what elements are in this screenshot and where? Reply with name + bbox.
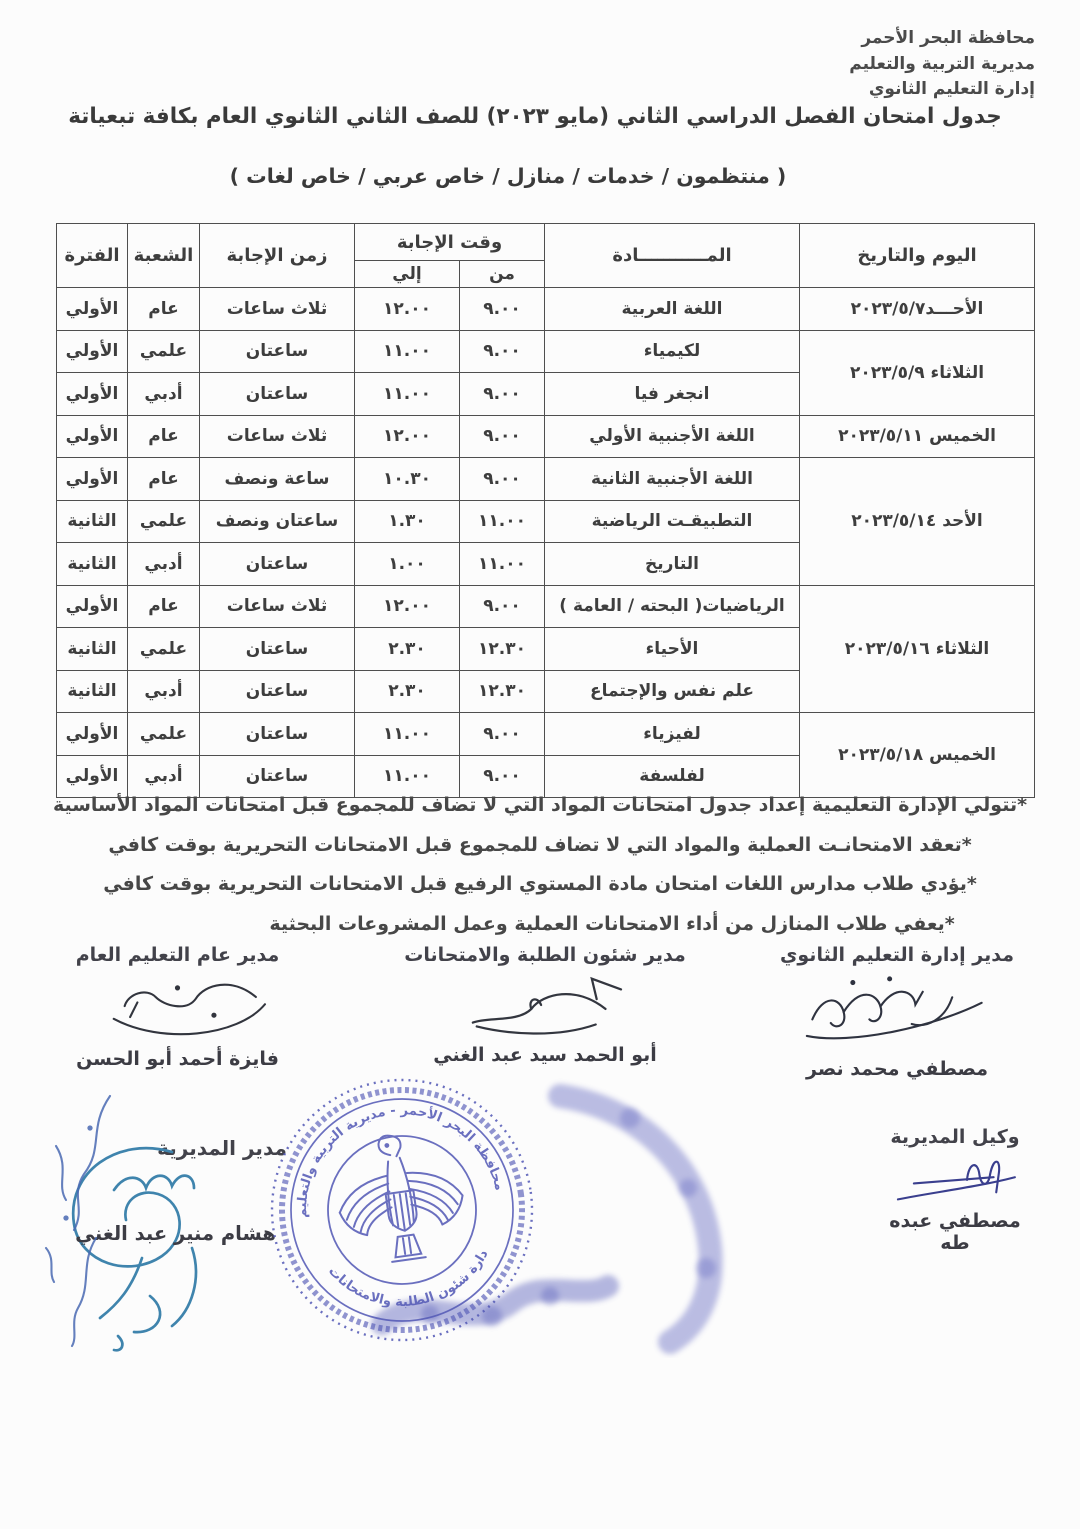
exam-row xyxy=(57,330,1035,373)
signature-title: مدير عام التعليم العام xyxy=(75,944,280,966)
signature-name-director: هشام منير عبد الغني xyxy=(75,1222,276,1245)
exam-subject-cell: اللغة الأجنبية الثانية xyxy=(545,458,800,501)
exam-table-header xyxy=(57,224,1035,288)
exam-branch-cell: أدبي xyxy=(128,755,200,798)
exam-row xyxy=(57,713,1035,756)
exam-duration-cell: ساعتان xyxy=(200,713,355,756)
exam-date-cell: الخميس ٢٠٢٣/٥/١١ xyxy=(800,415,1035,458)
stamp-bottom-text: إدارة شئون الطلبة والامتحانات xyxy=(325,1198,492,1311)
exam-from-cell: ١١.٠٠ xyxy=(460,543,545,586)
exam-table-body xyxy=(57,288,1035,798)
letterhead-governorate: محافظة البحر الأحمر xyxy=(861,28,1035,48)
header-answer-time: وقت الإجابة xyxy=(355,224,545,261)
exam-to-cell: ١١.٠٠ xyxy=(355,330,460,373)
exam-to-cell: ١١.٠٠ xyxy=(355,755,460,798)
exam-to-cell: ١١.٠٠ xyxy=(355,373,460,416)
exam-subject-cell: انجغر فيا xyxy=(545,373,800,416)
header-day-date: اليوم والتاريخ xyxy=(800,224,1035,288)
exam-branch-cell: عام xyxy=(128,415,200,458)
header-branch: الشعبة xyxy=(128,224,200,288)
note-line: *تتولي الإدارة التعليمية إعداد جدول امتحانات المواد التي لا تضاف للمجموع قبل امتحانات المواد الأساسية xyxy=(52,794,1028,816)
page-title: جدول امتحان الفصل الدراسي الثاني (مايو ٢٠٢٣) للصف الثاني الثانوي العام بكافة تبعياتة xyxy=(68,104,1002,129)
header-duration: زمن الإجابة xyxy=(200,224,355,288)
exam-to-cell: ١٠.٣٠ xyxy=(355,458,460,501)
signature-name: مصطفي محمد نصر xyxy=(806,1058,988,1080)
eagle-emblem-icon xyxy=(330,1126,470,1268)
exam-duration-cell: ثلاث ساعات xyxy=(200,288,355,331)
note-line: *يعفي طلاب المنازل من أداء الامتحانات العملية وعمل المشروعات البحثية xyxy=(269,912,955,935)
exam-duration-cell: ساعتان xyxy=(200,755,355,798)
exam-from-cell: ٩.٠٠ xyxy=(460,330,545,373)
note-line: *تعقد الامتحانـت العملية والمواد التي لا تضاف للمجموع قبل الامتحانات التحريرية بوقت كافي xyxy=(108,833,972,856)
official-round-stamp xyxy=(242,1050,563,1371)
letterhead xyxy=(849,26,1035,103)
exam-date-cell: الأحد ٢٠٢٣/٥/١٤ xyxy=(800,458,1035,586)
header-to: إلي xyxy=(355,261,460,288)
exam-duration-cell: ثلاث ساعات xyxy=(200,415,355,458)
exam-duration-cell: ساعتان xyxy=(200,330,355,373)
exam-subject-cell: لفيزياء xyxy=(545,713,800,756)
exam-subject-cell: الأحياء xyxy=(545,628,800,671)
page-subtitle: ( منتظمون / خدمات / منازل / خاص عربي / خاص لغات ) xyxy=(229,164,787,188)
exam-from-cell: ٩.٠٠ xyxy=(460,458,545,501)
exam-branch-cell: أدبي xyxy=(128,670,200,713)
exam-period-cell: الأولي xyxy=(57,373,128,416)
handwritten-signature-icon xyxy=(65,966,290,1048)
exam-branch-cell: عام xyxy=(128,585,200,628)
signature-name: فايزة أحمد أبو الحسن xyxy=(76,1048,279,1070)
signature-title: مدير إدارة التعليم الثانوي xyxy=(779,944,1014,966)
exam-period-cell: الثانية xyxy=(57,628,128,671)
exam-schedule-table xyxy=(56,223,1035,798)
exam-row xyxy=(57,585,1035,628)
exam-to-cell: ١.٣٠ xyxy=(355,500,460,543)
exam-row xyxy=(57,415,1035,458)
exam-to-cell: ١١.٠٠ xyxy=(355,713,460,756)
exam-to-cell: ١٢.٠٠ xyxy=(355,585,460,628)
exam-date-cell: الأحـــد٢٠٢٣/٥/٧ xyxy=(800,288,1035,331)
letterhead-directorate: مديرية التربية والتعليم xyxy=(849,53,1035,74)
exam-duration-cell: ساعتان xyxy=(200,670,355,713)
exam-from-cell: ٩.٠٠ xyxy=(460,415,545,458)
signature-block-secondary-education xyxy=(757,944,1037,1080)
exam-period-cell: الأولي xyxy=(57,585,128,628)
exam-period-cell: الأولي xyxy=(57,755,128,798)
exam-subject-cell: التطبيقـت الرياضية xyxy=(545,500,800,543)
exam-to-cell: ١٢.٠٠ xyxy=(355,415,460,458)
exam-from-cell: ٩.٠٠ xyxy=(460,755,545,798)
exam-to-cell: ١٢.٠٠ xyxy=(355,288,460,331)
exam-branch-cell: علمي xyxy=(128,628,200,671)
exam-from-cell: ٩.٠٠ xyxy=(460,585,545,628)
note-line: *يؤدي طلاب مدارس اللغات امتحان مادة المستوي الرفيع قبل الامتحانات التحريرية بوقت كافي xyxy=(103,873,977,896)
header-subject: المـــــــــــادة xyxy=(545,224,800,288)
exam-to-cell: ١.٠٠ xyxy=(355,543,460,586)
exam-period-cell: الثانية xyxy=(57,670,128,713)
exam-date-cell: الثلاثاء ٢٠٢٣/٥/١٦ xyxy=(800,585,1035,713)
exam-from-cell: ١٢.٣٠ xyxy=(460,628,545,671)
exam-date-cell: الخميس ٢٠٢٣/٥/١٨ xyxy=(800,713,1035,798)
signature-name: مصطفي عبده طه xyxy=(889,1210,1021,1254)
exam-branch-cell: أدبي xyxy=(128,373,200,416)
signature-block-students-affairs xyxy=(395,944,695,1066)
signature-title: وكيل المديرية xyxy=(890,1126,1020,1148)
exam-duration-cell: ساعتان xyxy=(200,373,355,416)
exam-from-cell: ١١.٠٠ xyxy=(460,500,545,543)
exam-period-cell: الأولي xyxy=(57,713,128,756)
exam-branch-cell: علمي xyxy=(128,713,200,756)
exam-branch-cell: علمي xyxy=(128,500,200,543)
exam-period-cell: الأولي xyxy=(57,288,128,331)
signature-title: مدير شئون الطلبة والامتحانات xyxy=(404,944,686,966)
exam-subject-cell: اللغة الأجنبية الأولي xyxy=(545,415,800,458)
exam-to-cell: ٢.٣٠ xyxy=(355,628,460,671)
header-from: من xyxy=(460,261,545,288)
header-period: الفترة xyxy=(57,224,128,288)
footer-notes xyxy=(0,786,1080,944)
exam-subject-cell: التاريخ xyxy=(545,543,800,586)
exam-row xyxy=(57,288,1035,331)
exam-from-cell: ١٢.٣٠ xyxy=(460,670,545,713)
exam-duration-cell: ثلاث ساعات xyxy=(200,585,355,628)
signature-block-deputy-director xyxy=(875,1126,1035,1254)
exam-duration-cell: ساعة ونصف xyxy=(200,458,355,501)
exam-from-cell: ٩.٠٠ xyxy=(460,713,545,756)
exam-branch-cell: أدبي xyxy=(128,543,200,586)
exam-duration-cell: ساعتان ونصف xyxy=(200,500,355,543)
exam-branch-cell: علمي xyxy=(128,330,200,373)
exam-branch-cell: عام xyxy=(128,458,200,501)
handwritten-signature-icon xyxy=(878,1148,1033,1210)
signature-title-director: مدير المديرية xyxy=(157,1136,287,1160)
exam-period-cell: الأولي xyxy=(57,330,128,373)
exam-period-cell: الثانية xyxy=(57,543,128,586)
exam-subject-cell: لفلسفة xyxy=(545,755,800,798)
exam-subject-cell: اللغة العربية xyxy=(545,288,800,331)
exam-duration-cell: ساعتان xyxy=(200,628,355,671)
exam-to-cell: ٢.٣٠ xyxy=(355,670,460,713)
exam-duration-cell: ساعتان xyxy=(200,543,355,586)
exam-branch-cell: عام xyxy=(128,288,200,331)
exam-subject-cell: علم نفس والإجتماع xyxy=(545,670,800,713)
exam-from-cell: ٩.٠٠ xyxy=(460,288,545,331)
letterhead-administration: إدارة التعليم الثانوي xyxy=(868,79,1035,99)
exam-date-cell: الثلاثاء ٢٠٢٣/٥/٩ xyxy=(800,330,1035,415)
exam-from-cell: ٩.٠٠ xyxy=(460,373,545,416)
exam-period-cell: الأولي xyxy=(57,458,128,501)
exam-row xyxy=(57,458,1035,501)
exam-period-cell: الأولي xyxy=(57,415,128,458)
signature-block-general-education xyxy=(35,944,320,1070)
stamp-top-text: محافظة البحر الأحمر - مديرية التربية والتعليم xyxy=(294,1103,507,1219)
exam-subject-cell: لكيمياء xyxy=(545,330,800,373)
handwritten-signature-icon xyxy=(787,966,1007,1058)
exam-period-cell: الثانية xyxy=(57,500,128,543)
signature-name: أبو الحمد سيد عبد الغني xyxy=(433,1044,657,1066)
handwritten-signature-icon xyxy=(445,966,645,1044)
margin-handwriting-icon xyxy=(26,1088,136,1358)
exam-subject-cell: الرياضيات( البحته / العامة ) xyxy=(545,585,800,628)
